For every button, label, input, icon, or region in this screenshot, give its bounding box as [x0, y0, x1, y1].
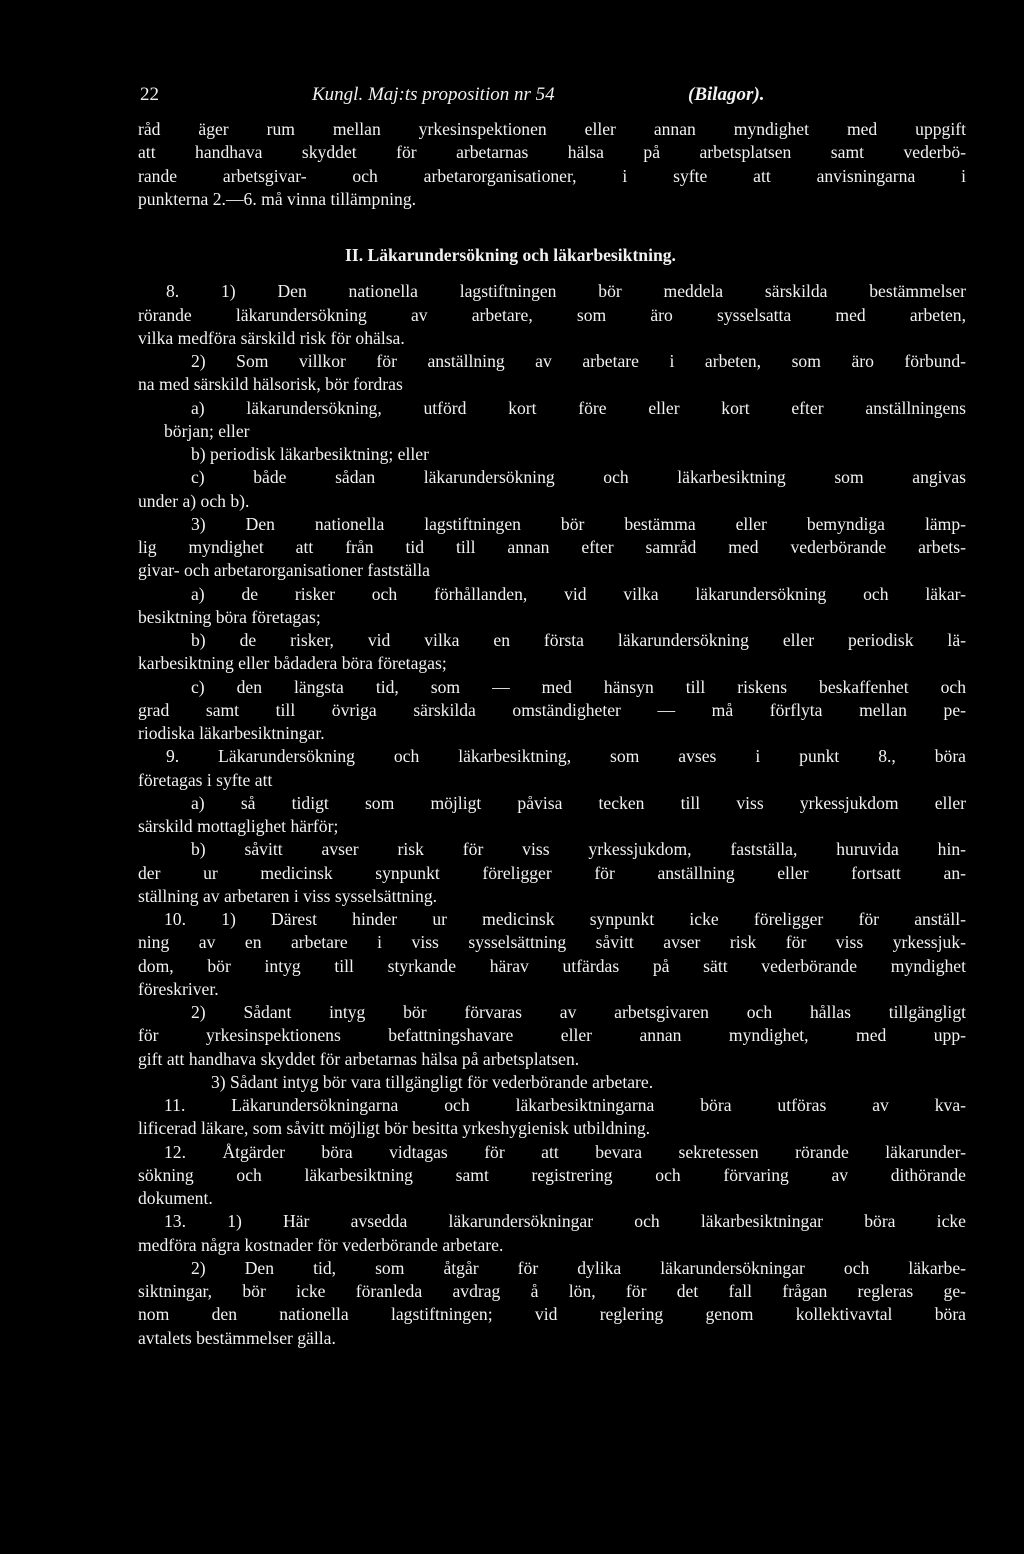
text-line: ställning av arbetaren i viss sysselsättning.	[138, 885, 438, 906]
text-line: 13. 1) Här avsedda läkarundersökningar och läkarbesiktningar böra icke	[164, 1211, 966, 1232]
text-line: början; eller	[164, 420, 250, 441]
text-line: riodiska läkarbesiktningar.	[138, 723, 325, 743]
text-line: lig myndighet att från tid till annan efter samråd med vederbörande arbets-	[138, 537, 966, 557]
text-line: 2) Som villkor för anställning av arbetare i arbeten, som äro förbund-	[191, 351, 966, 371]
text-line: föreskriver.	[138, 978, 219, 999]
text-line: a) läkarundersökning, utförd kort före eller kort efter anställningens	[191, 397, 966, 418]
text-line: nom den nationella lagstiftningen; vid reglering genom kollektivavtal böra	[138, 1304, 966, 1325]
text-line: sökning och läkarbesiktning samt registrering och förvaring av dithörande	[138, 1164, 966, 1185]
page-header	[140, 84, 966, 118]
text-line: 10. 1) Därest hinder ur medicinsk synpunkt icke föreligger för anställ-	[164, 909, 966, 929]
text-line: besiktning böra företagas;	[138, 606, 321, 627]
text-line: der ur medicinsk synpunkt föreligger för anställning eller fortsatt an-	[138, 862, 966, 883]
text-line: lificerad läkare, som såvitt möjligt bör besitta yrkeshygienisk utbildning.	[138, 1118, 651, 1139]
text-line: dom, bör intyg till styrkande härav utfärdas på sätt vederbörande myndighet	[138, 955, 966, 976]
text-line: b) de risker, vid vilka en första läkarundersökning eller periodisk lä-	[191, 630, 966, 650]
text-line: medföra några kostnader för vederbörande arbetare.	[138, 1234, 504, 1255]
text-line: dokument.	[138, 1188, 213, 1208]
text-line: företagas i syfte att	[138, 769, 273, 790]
text-line: punkterna 2.—6. må vinna tillämpning.	[138, 188, 417, 209]
text-line: råd äger rum mellan yrkesinspektionen eller annan myndighet med uppgift	[138, 119, 966, 139]
text-line: b) såvitt avser risk för viss yrkessjukdom, fastställa, huruvida hin-	[191, 839, 966, 860]
text-line: 8. 1) Den nationella lagstiftningen bör meddela särskilda bestämmelser	[166, 281, 966, 302]
text-line: 3) Sådant intyg bör vara tillgängligt för vederbörande arbetare.	[211, 1071, 654, 1092]
text-line: grad samt till övriga särskilda omständigheter — må förflyta mellan pe-	[138, 699, 966, 720]
text-line: b) periodisk läkarbesiktning; eller	[191, 444, 429, 464]
text-line: under a) och b).	[138, 490, 250, 511]
page-number: 22	[140, 84, 159, 105]
text-line: c) både sådan läkarundersökning och läkarbesiktning som angivas	[191, 467, 966, 488]
text-line: karbesiktning eller bådadera böra företagas;	[138, 653, 447, 674]
text-line: rande arbetsgivar- och arbetarorganisationer, i syfte att anvisningarna i	[138, 165, 966, 186]
text-line: 3) Den nationella lagstiftningen bör bestämma eller bemyndiga lämp-	[191, 513, 966, 534]
text-line: att handhava skyddet för arbetarnas hälsa på arbetsplatsen samt vederbö-	[138, 142, 966, 163]
section-heading: II. Läkarundersökning och läkarbesiktning.	[345, 245, 676, 265]
text-line: 11. Läkarundersökningarna och läkarbesiktningarna böra utföras av kva-	[164, 1095, 966, 1115]
body-text	[138, 118, 966, 1350]
text-line: 12. Åtgärder böra vidtagas för att bevara sekretessen rörande läkarunder-	[164, 1141, 966, 1162]
text-line: 9. Läkarundersökning och läkarbesiktning, som avses i punkt 8., böra	[166, 746, 966, 767]
text-line: för yrkesinspektionens befattningshavare eller annan myndighet, med upp-	[138, 1025, 966, 1046]
text-line: na med särskild hälsorisk, bör fordras	[138, 374, 403, 395]
text-line: c) den längsta tid, som — med hänsyn till riskens beskaffenhet och	[191, 676, 966, 697]
text-line: särskild mottaglighet härför;	[138, 816, 339, 836]
text-line: gift att handhava skyddet för arbetarnas hälsa på arbetsplatsen.	[138, 1048, 580, 1069]
text-line: a) så tidigt som möjligt påvisa tecken till viss yrkessjukdom eller	[191, 792, 966, 813]
text-line: rörande läkarundersökning av arbetare, som äro sysselsatta med arbeten,	[138, 304, 966, 325]
text-line: vilka medföra särskild risk för ohälsa.	[138, 327, 405, 348]
text-line: 2) Sådant intyg bör förvaras av arbetsgivaren och hållas tillgängligt	[191, 1002, 966, 1022]
text-line: avtalets bestämmelser gälla.	[138, 1327, 336, 1348]
header-bilagor: (Bilagor).	[688, 84, 765, 105]
text-line: a) de risker och förhållanden, vid vilka läkarundersökning och läkar-	[191, 583, 966, 604]
text-line: ning av en arbetare i viss sysselsättning såvitt avser risk för viss yrkessjuk-	[138, 932, 966, 953]
header-title: Kungl. Maj:ts proposition nr 54	[312, 84, 555, 105]
text-line: 2) Den tid, som åtgår för dylika läkarundersökningar och läkarbe-	[191, 1257, 966, 1278]
text-line: givar- och arbetarorganisationer fastställa	[138, 560, 430, 581]
document-page	[138, 84, 966, 1350]
text-line: siktningar, bör icke föranleda avdrag å lön, för det fall frågan regleras ge-	[138, 1281, 966, 1301]
